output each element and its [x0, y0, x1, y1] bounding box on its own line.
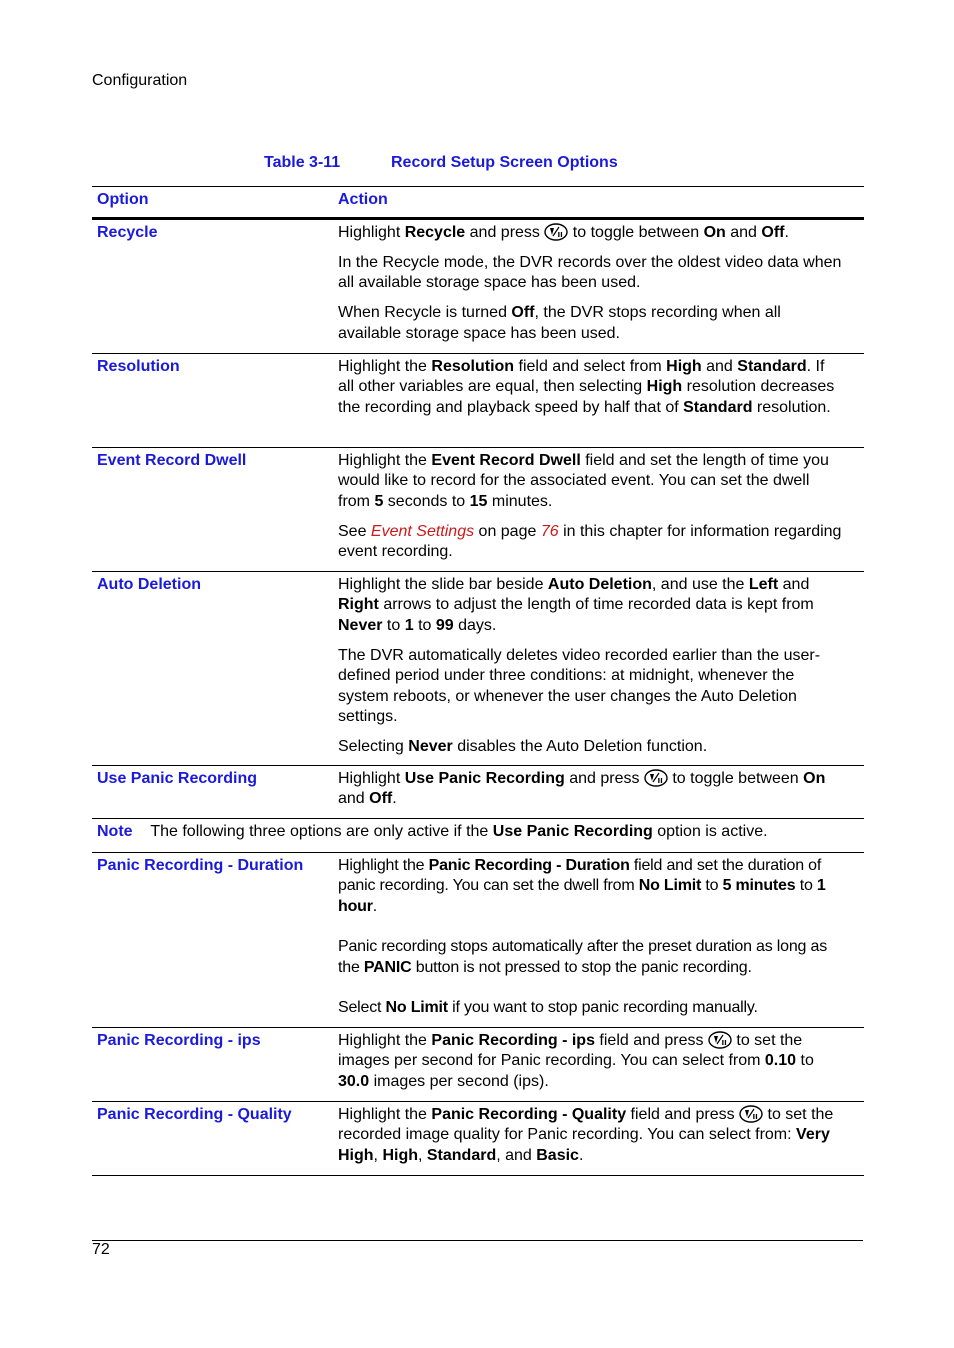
- column-header-action: Action: [338, 191, 388, 208]
- page-number: 72: [92, 1241, 110, 1258]
- option-panic-quality: Panic Recording - Quality: [97, 1106, 292, 1123]
- option-panic-duration: Panic Recording - Duration: [97, 857, 304, 874]
- table-row-event-record-dwell: [92, 448, 864, 572]
- table-row-panic-ips: [92, 1028, 864, 1102]
- running-header: Configuration: [92, 72, 188, 89]
- option-recycle: Recycle: [97, 224, 158, 241]
- option-auto-deletion: Auto Deletion: [97, 576, 201, 593]
- option-use-panic-recording: Use Panic Recording: [97, 770, 258, 787]
- option-event-record-dwell: Event Record Dwell: [97, 452, 247, 469]
- action-recycle: Highlight Recycle and press to toggle between On and Off. In the Recycle mode, the DVR records over the oldest video data when all available storage space has been used. When Recycle is turned Off, the DVR stops recording when all available storage space has been used.: [338, 224, 842, 342]
- note-text: Note The following three options are only active if the Use Panic Recording option is active.: [97, 823, 768, 840]
- table-row-note: [92, 819, 864, 853]
- column-header-option: Option: [97, 191, 149, 208]
- event-settings-link[interactable]: Event Settings: [370, 522, 475, 540]
- table-row-panic-quality: [92, 1102, 864, 1176]
- footer-rule: [92, 1240, 863, 1241]
- table-row-recycle: [92, 220, 864, 354]
- enter-button-icon: [739, 1105, 763, 1123]
- table-number: Table 3-11: [264, 154, 341, 171]
- note-label: Note: [97, 823, 133, 840]
- option-panic-ips: Panic Recording - ips: [97, 1032, 261, 1049]
- enter-button-icon: [708, 1031, 732, 1049]
- action-panic-quality: Highlight the Panic Recording - Quality field and press to set the recorded image quality for Panic recording. You can select from: Very High, High, Standard, and Basic.: [338, 1106, 834, 1164]
- action-use-panic-recording: Highlight Use Panic Recording and press to toggle between On and Off.: [338, 770, 826, 808]
- action-event-record-dwell: Highlight the Event Record Dwell field and set the length of time you would like to record for the associated event. You can set the dwell from 5 seconds to 15 minutes. See Event Settings on page 76 in this chapter for information regarding event recording.: [338, 452, 842, 561]
- enter-button-icon: [544, 223, 568, 241]
- table-row-resolution: [92, 354, 864, 448]
- page-76-link[interactable]: 76: [540, 522, 559, 540]
- table-top-rule: [92, 186, 864, 187]
- table-row-use-panic-recording: [92, 766, 864, 819]
- table-row-panic-duration: [92, 853, 864, 1028]
- table-title: Record Setup Screen Options: [391, 154, 618, 171]
- table-row-auto-deletion: [92, 572, 864, 766]
- action-resolution: Highlight the Resolution field and select from High and Standard. If all other variables are equal, then selecting High resolution decreases the recording and playback speed by half that of Standard resolution.: [338, 358, 835, 416]
- action-panic-duration: Highlight the Panic Recording - Duration field and set the duration of panic recording. You can set the dwell from No Limit to 5 minutes to 1 hour. Panic recording stops automatically after the preset duration as long as the PANIC button is not pressed to stop the panic recording. Select No Limit if you want to stop panic recording manually.: [338, 857, 827, 1017]
- action-panic-ips: Highlight the Panic Recording - ips field and press to set the images per second for Panic recording. You can select from 0.10 to 30.0 images per second (ips).: [338, 1032, 814, 1090]
- option-resolution: Resolution: [97, 358, 180, 375]
- action-auto-deletion: Highlight the slide bar beside Auto Deletion, and use the Left and Right arrows to adjust the length of time recorded data is kept from Never to 1 to 99 days. The DVR automatically deletes video recorded earlier than the user-defined period under three conditions: at midnight, whenever the system reboots, or whenever the user changes the Auto Deletion settings. Selecting Never disables the Auto Deletion function.: [338, 576, 821, 756]
- enter-button-icon: [644, 769, 668, 787]
